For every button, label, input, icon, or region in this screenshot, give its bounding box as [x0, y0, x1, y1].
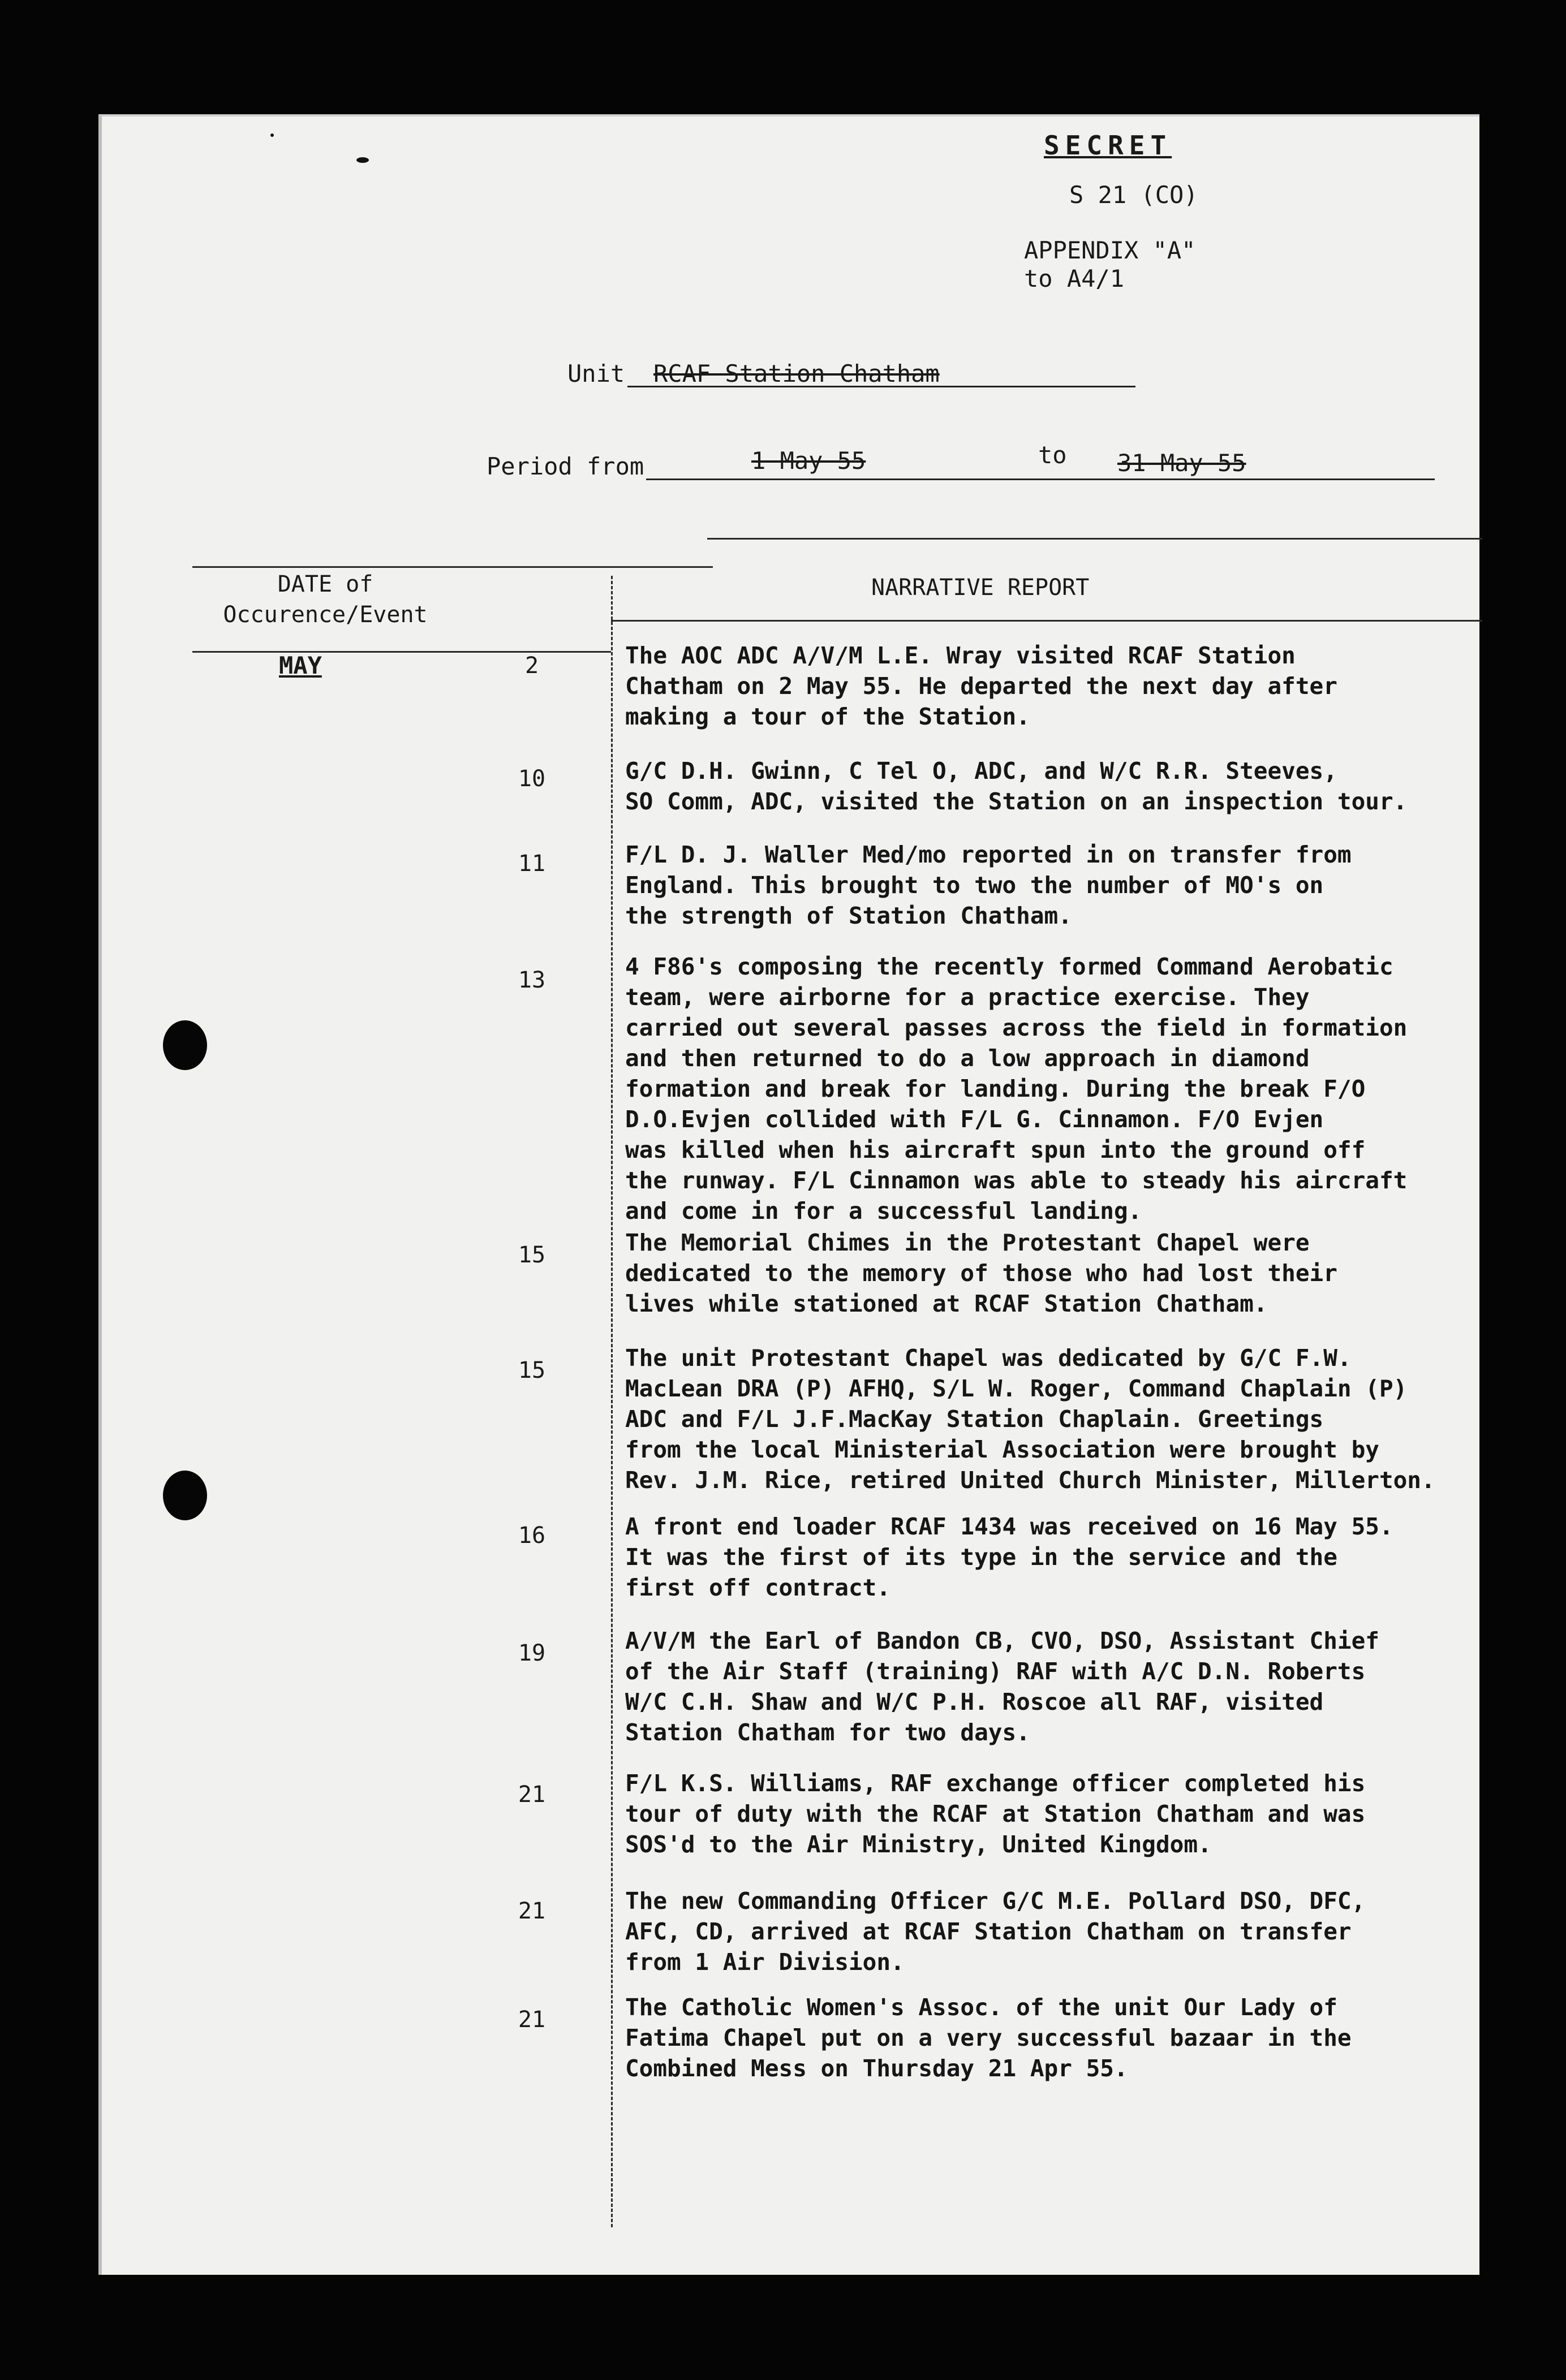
entry-line: lives while stationed at RCAF Station Chatham. — [625, 1290, 1268, 1317]
entry-line: from 1 Air Division. — [625, 1948, 905, 1976]
entry-line: The Catholic Women's Assoc. of the unit Our Lady of — [625, 1994, 1337, 2021]
entry-line: G/C D.H. Gwinn, C Tel O, ADC, and W/C R.R. Steeves, — [625, 757, 1337, 784]
narrative-entry — [625, 640, 1474, 732]
entry-day: 21 — [518, 1782, 546, 1808]
entry-line: F/L D. J. Waller Med/mo reported in on transfer from — [625, 841, 1352, 868]
entry-line: of the Air Staff (training) RAF with A/C D.N. Roberts — [625, 1658, 1366, 1685]
entry-line: tour of duty with the RCAF at Station Chatham and was — [625, 1800, 1366, 1827]
entry-line: Rev. J.M. Rice, retired United Church Minister, Millerton. — [625, 1467, 1435, 1494]
entry-line: The AOC ADC A/V/M L.E. Wray visited RCAF Station — [625, 642, 1296, 669]
entry-line: and come in for a successful landing. — [625, 1197, 1142, 1225]
ink-speck — [270, 133, 274, 137]
entry-line: The unit Protestant Chapel was dedicated by G/C F.W. — [625, 1344, 1352, 1372]
date-header-line2: Occurence/Event — [223, 602, 428, 628]
narrative-entry — [625, 1511, 1474, 1603]
date-header-line1: DATE of — [277, 571, 373, 597]
entry-line: Fatima Chapel put on a very successful bazaar in the — [625, 2024, 1352, 2051]
period-to: 31 May 55 — [1117, 449, 1246, 477]
entry-line: 4 F86's composing the recently formed Command Aerobatic — [625, 953, 1393, 980]
narrative-entry — [625, 1343, 1474, 1495]
entry-line: formation and break for landing. During the break F/O — [625, 1075, 1366, 1102]
appendix-label: APPENDIX "A" — [1024, 236, 1196, 264]
punch-hole-upper — [163, 1020, 207, 1070]
entry-day: 10 — [518, 766, 546, 792]
entry-line: was killed when his aircraft spun into the ground off — [625, 1136, 1366, 1163]
appendix-reference: to A4/1 — [1024, 265, 1125, 292]
entry-line: and then returned to do a low approach in diamond — [625, 1045, 1310, 1072]
entry-line: Combined Mess on Thursday 21 Apr 55. — [625, 2055, 1128, 2082]
period-to-label: to — [1038, 441, 1067, 469]
entry-line: SOS'd to the Air Ministry, United Kingdom. — [625, 1831, 1212, 1858]
month-label: MAY — [279, 652, 322, 679]
narrative-entry — [625, 1992, 1474, 2084]
entry-day: 15 — [518, 1242, 546, 1268]
entry-line: F/L K.S. Williams, RAF exchange officer completed his — [625, 1770, 1366, 1797]
narrative-entry — [625, 951, 1474, 1226]
narrative-entry — [625, 1227, 1474, 1319]
punch-hole-lower — [163, 1471, 207, 1520]
narrative-entry — [625, 1886, 1474, 1977]
entry-line: dedicated to the memory of those who had lost their — [625, 1260, 1337, 1287]
unit-label: Unit — [567, 360, 625, 387]
entry-line: the strength of Station Chatham. — [625, 902, 1072, 929]
entry-day: 13 — [518, 967, 546, 993]
entry-line: the runway. F/L Cinnamon was able to steady his aircraft — [625, 1167, 1408, 1194]
entry-line: England. This brought to two the number of MO's on — [625, 872, 1324, 899]
period-from: 1 May 55 — [751, 447, 866, 475]
entry-line: making a tour of the Station. — [625, 703, 1030, 730]
entry-line: first off contract. — [625, 1574, 890, 1601]
table-header-top-rule — [192, 566, 713, 568]
narrative-entry — [625, 1626, 1474, 1748]
date-column-header — [201, 569, 450, 630]
narrative-header-rule — [611, 620, 1482, 622]
entry-day: 19 — [518, 1640, 546, 1666]
form-number: S 21 (CO) — [1069, 181, 1198, 209]
period-underline — [646, 478, 1435, 480]
entry-line: Station Chatham for two days. — [625, 1719, 1030, 1746]
entry-line: ADC and F/L J.F.MacKay Station Chaplain. Greetings — [625, 1405, 1324, 1433]
entry-day: 15 — [518, 1357, 546, 1383]
entry-line: from the local Ministerial Association were brought by — [625, 1436, 1379, 1463]
entry-line: The Memorial Chimes in the Protestant Chapel were — [625, 1229, 1310, 1256]
entry-line: Chatham on 2 May 55. He departed the next day after — [625, 672, 1337, 700]
narrative-entry — [625, 756, 1474, 817]
entry-line: It was the first of its type in the service and the — [625, 1543, 1337, 1571]
entry-line: SO Comm, ADC, visited the Station on an inspection tour. — [625, 788, 1408, 815]
narrative-column-header: NARRATIVE REPORT — [871, 575, 1090, 601]
narrative-entry — [625, 839, 1474, 931]
entry-line: AFC, CD, arrived at RCAF Station Chatham on transfer — [625, 1918, 1352, 1945]
column-divider — [611, 576, 613, 2227]
entry-day: 11 — [518, 851, 546, 877]
entry-line: W/C C.H. Shaw and W/C P.H. Roscoe all RAF, visited — [625, 1688, 1324, 1715]
entry-day: 2 — [524, 653, 539, 679]
ink-speck — [356, 157, 369, 163]
entry-line: A/V/M the Earl of Bandon CB, CVO, DSO, Assistant Chief — [625, 1627, 1379, 1654]
entry-day: 16 — [518, 1523, 546, 1549]
entry-line: D.O.Evjen collided with F/L G. Cinnamon. F/O Evjen — [625, 1106, 1324, 1133]
entry-line: MacLean DRA (P) AFHQ, S/L W. Roger, Command Chaplain (P) — [625, 1375, 1408, 1402]
entry-line: carried out several passes across the field in formation — [625, 1014, 1408, 1041]
entry-line: The new Commanding Officer G/C M.E. Pollard DSO, DFC, — [625, 1887, 1366, 1915]
unit-value: RCAF Station Chatham — [653, 360, 940, 387]
narrative-entry — [625, 1768, 1474, 1860]
classification-stamp: SECRET — [1044, 130, 1172, 161]
top-rule — [707, 538, 1482, 540]
entry-day: 21 — [518, 2007, 546, 2033]
entry-day: 21 — [518, 1898, 546, 1924]
entry-line: A front end loader RCAF 1434 was received on 16 May 55. — [625, 1513, 1393, 1540]
document-page — [98, 114, 1479, 2275]
period-label: Period from — [487, 452, 644, 480]
entry-line: team, were airborne for a practice exercise. They — [625, 984, 1310, 1011]
